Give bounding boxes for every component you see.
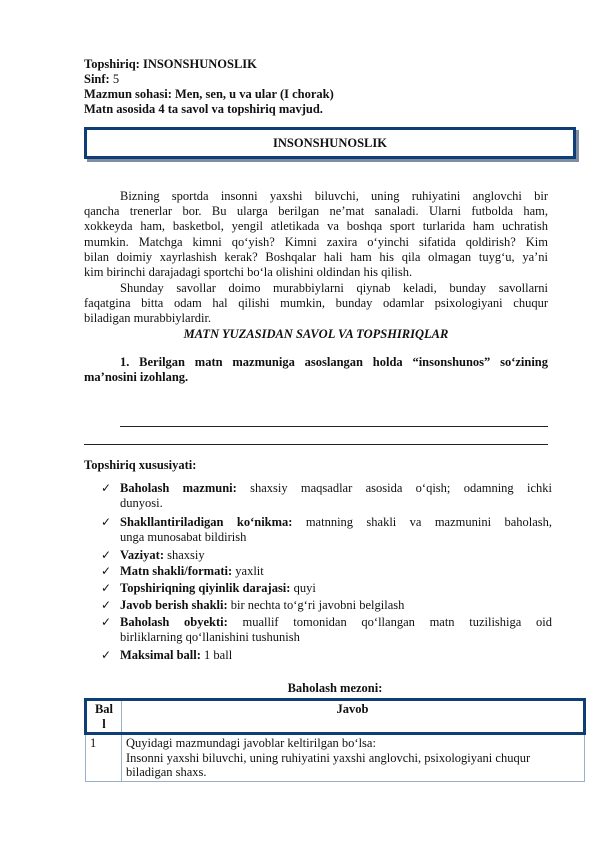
feature-label: Shakllantiriladigan ko‘nikma: bbox=[120, 515, 293, 529]
paragraph-line: Shunday savollar doimo murabbiylarni qiynab keladi, bunday savollarni bbox=[120, 281, 548, 295]
feature-item bbox=[120, 615, 552, 645]
feature-value: shaxsiy maqsadlar asosida o‘qish; odamning ichki bbox=[236, 481, 552, 495]
section-heading: MATN YUZASIDAN SAVOL VA TOPSHIRIQLAR bbox=[183, 327, 449, 341]
question-line: ma’nosini izohlang. bbox=[84, 370, 189, 385]
feature-label: Maksimal ball: bbox=[120, 648, 201, 662]
feature-item bbox=[120, 564, 552, 579]
text-title-box: INSONSHUNOSLIK bbox=[84, 127, 576, 159]
cell-javob bbox=[122, 734, 585, 782]
mazmun-label: Mazmun sohasi: bbox=[84, 87, 172, 101]
feature-label: Baholash obyekti: bbox=[120, 615, 228, 629]
check-icon: ✓ bbox=[101, 581, 112, 595]
feature-item bbox=[120, 648, 552, 663]
cell-javob-line: Insonni yaxshi biluvchi, uning ruhiyatini yaxshi anglovchi, psixologiyani chuqur bbox=[126, 750, 531, 765]
feature-item bbox=[120, 598, 552, 613]
paragraph-1 bbox=[84, 189, 548, 280]
cell-ball: 1 bbox=[86, 734, 122, 782]
feature-value: birliklarning qo‘llanishini tushunish bbox=[120, 630, 300, 644]
cell-javob-line: Quyidagi mazmundagi javoblar keltirilgan bo‘lsa: bbox=[126, 736, 376, 750]
header-mazmun bbox=[84, 87, 334, 102]
feature-label: Javob berish shakli: bbox=[120, 598, 228, 612]
cell-javob-line: biladigan shaxs. bbox=[126, 765, 207, 779]
features-title: Topshiriq xususiyati: bbox=[84, 458, 197, 472]
feature-item bbox=[120, 481, 552, 511]
feature-value: bir nechta to‘g‘ri javobni belgilash bbox=[227, 598, 405, 612]
table-row bbox=[86, 734, 585, 782]
matn-note: Matn asosida 4 ta savol va topshiriq mavjud. bbox=[84, 102, 323, 116]
topshiriq-value: INSONSHUNOSLIK bbox=[142, 57, 257, 71]
feature-item bbox=[120, 515, 552, 545]
paragraph-line: mumkin. Matchga kimni qo‘yish? Kimni zaxira o‘yinchi sifatida qoldirish? Kim bbox=[84, 234, 548, 249]
paragraph-line: qancha trenerlar bor. Bu ularga berilgan ne’mat sanaladi. Ularni futbolda ham, bbox=[84, 204, 548, 219]
question-1 bbox=[84, 355, 548, 385]
feature-value: dunyosi. bbox=[120, 496, 163, 510]
check-icon: ✓ bbox=[101, 515, 112, 529]
check-icon: ✓ bbox=[101, 615, 112, 629]
topshiriq-label: Topshiriq: bbox=[84, 57, 140, 71]
paragraph-line: bilan doimiy xayrlashish kerak? Boshqalar hali ham his qila olmagan tuyg‘u, ya’ni bbox=[84, 249, 548, 264]
feature-item bbox=[120, 548, 552, 563]
criteria-table bbox=[84, 698, 586, 782]
feature-value: 1 ball bbox=[200, 648, 233, 662]
feature-value: matnning shakli va mazmunini baholash, bbox=[292, 515, 552, 529]
feature-label: Baholash mazmuni: bbox=[120, 481, 237, 495]
criteria-title: Baholash mezoni: bbox=[287, 681, 383, 695]
column-header-ball-line: l bbox=[102, 716, 106, 731]
sinf-value: 5 bbox=[112, 72, 120, 86]
check-icon: ✓ bbox=[101, 598, 112, 612]
paragraph-line: biladigan murabbiylardir. bbox=[84, 311, 212, 326]
sinf-label: Sinf: bbox=[84, 72, 110, 86]
mazmun-value: Men, sen, u va ular (I chorak) bbox=[174, 87, 334, 101]
paragraph-2 bbox=[84, 281, 548, 327]
header-topshiriq bbox=[84, 57, 257, 72]
check-icon: ✓ bbox=[101, 648, 112, 662]
paragraph-line: faqatgina bitta odam hal qilishi mumkin, bunday odamlar psixologiyani chuqur bbox=[84, 296, 548, 311]
feature-item bbox=[120, 581, 552, 596]
feature-value: muallif tomonidan qo‘llangan matn tuzilishiga oid bbox=[227, 615, 552, 629]
check-icon: ✓ bbox=[101, 564, 112, 578]
column-header-ball-line: Bal bbox=[94, 702, 114, 716]
answer-line[interactable] bbox=[84, 444, 548, 445]
column-header-ball bbox=[86, 700, 122, 734]
feature-value: yaxlit bbox=[232, 564, 264, 578]
paragraph-line: kim birinchi darajadagi sportchi bo‘la olishini oldindan his qilish. bbox=[84, 265, 413, 280]
answer-line[interactable] bbox=[120, 426, 548, 427]
feature-label: Vaziyat: bbox=[120, 548, 164, 562]
check-icon: ✓ bbox=[101, 481, 112, 495]
question-line: 1. Berilgan matn mazmuniga asoslangan holda “insonshunos” so‘zining bbox=[120, 355, 548, 369]
column-header-javob: Javob bbox=[122, 700, 585, 734]
paragraph-line: xokkeyda ham, basketbol, yengil atletikada va boshqa sport turlarida ham uchratish bbox=[84, 219, 548, 234]
feature-label: Topshiriqning qiyinlik darajasi: bbox=[120, 581, 291, 595]
check-icon: ✓ bbox=[101, 548, 112, 562]
feature-value: quyi bbox=[290, 581, 316, 595]
feature-value: shaxsiy bbox=[163, 548, 205, 562]
paragraph-line: Bizning sportda insonni yaxshi biluvchi, uning ruhiyatini anglovchi bir bbox=[120, 189, 548, 203]
criteria-header-row bbox=[86, 700, 585, 734]
feature-label: Matn shakli/formati: bbox=[120, 564, 233, 578]
header-sinf bbox=[84, 72, 119, 87]
feature-value: unga munosabat bildirish bbox=[120, 530, 247, 544]
